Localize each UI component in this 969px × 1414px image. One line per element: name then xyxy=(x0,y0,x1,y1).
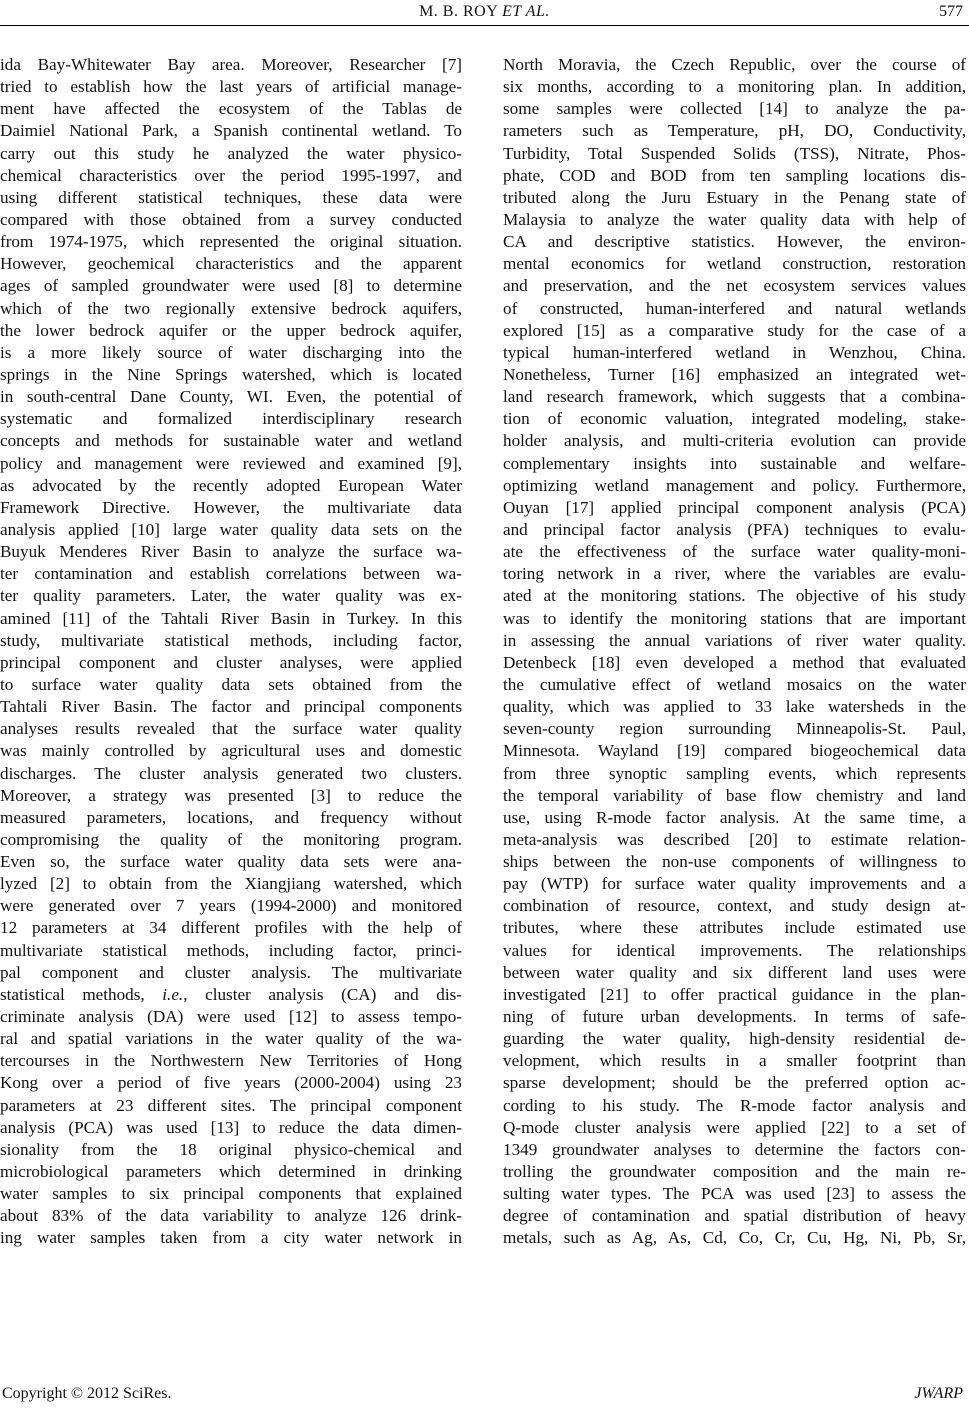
text-line: were generated over 7 years (1994-2000) and monitored xyxy=(0,896,462,916)
text-line: guarding the water quality, high-density residential de- xyxy=(503,1029,966,1049)
text-line: complementary insights into sustainable and welfare- xyxy=(503,453,966,473)
page-header xyxy=(0,0,969,26)
running-head-author: M. B. ROY xyxy=(419,3,498,20)
text-line: was to identify the monitoring stations that are important xyxy=(503,608,966,628)
running-head xyxy=(0,3,969,21)
page-number: 577 xyxy=(939,3,963,20)
text-line: amined [11] of the Tahtali River Basin in Turkey. In this xyxy=(0,608,462,628)
text-line: and principal factor analysis (PFA) techniques to evalu- xyxy=(503,519,966,539)
text-line: meta-analysis was described [20] to estimate relation- xyxy=(503,829,966,849)
text-line: using different statistical techniques, these data were xyxy=(0,187,462,207)
text-line: sparse development; should be the preferred option ac- xyxy=(503,1073,966,1093)
text-line: Minnesota. Wayland [19] compared biogeochemical data xyxy=(503,741,966,761)
text-line: seven-county region surrounding Minneapolis-St. Paul, xyxy=(503,719,966,739)
text-line: carry out this study he analyzed the water physico- xyxy=(0,143,462,163)
text-line: ships between the non-use components of willingness to xyxy=(503,852,966,872)
text-line: Detenbeck [18] even developed a method that evaluated xyxy=(503,652,966,672)
text-line: principal component and cluster analyses, were applied xyxy=(0,652,462,672)
text-line: mental economics for wetland construction, restoration xyxy=(503,254,966,274)
text-line: water samples to six principal components that explained xyxy=(0,1184,462,1204)
text-line: Nonetheless, Turner [16] emphasized an integrated wet- xyxy=(503,364,966,384)
text-line: ated at the monitoring stations. The objective of his study xyxy=(503,586,966,606)
text-line: sulting water types. The PCA was used [23] to assess the xyxy=(503,1184,966,1204)
text-line: However, geochemical characteristics and the apparent xyxy=(0,254,462,274)
text-line: combination of resource, context, and study design at- xyxy=(503,896,966,916)
text-line: the cumulative effect of wetland mosaics on the water xyxy=(503,674,966,694)
text-line: Moreover, a strategy was presented [3] to reduce the xyxy=(0,785,462,805)
text-line: analyses results revealed that the surface water quality xyxy=(0,719,462,739)
text-line: Turbidity, Total Suspended Solids (TSS), Nitrate, Phos- xyxy=(503,143,966,163)
text-line: systematic and formalized interdisciplinary research xyxy=(0,409,462,429)
text-line: typical human-interfered wetland in Wenzhou, China. xyxy=(503,342,966,362)
page-footer xyxy=(0,1385,969,1409)
text-line: Framework Directive. However, the multivariate data xyxy=(0,497,462,517)
text-line: North Moravia, the Czech Republic, over the course of xyxy=(503,55,966,74)
text-line: ate the effectiveness of the surface water quality-moni- xyxy=(503,542,966,562)
text-line: was mainly controlled by agricultural uses and domestic xyxy=(0,741,462,761)
text-line: measured parameters, locations, and frequency without xyxy=(0,807,462,827)
text-line: ning of future urban developments. In terms of safe- xyxy=(503,1007,966,1027)
text-line: cording to his study. The R-mode factor analysis and xyxy=(503,1095,966,1115)
text-line: Buyuk Menderes River Basin to analyze the surface wa- xyxy=(0,542,462,562)
text-line: tributed along the Juru Estuary in the Penang state of xyxy=(503,187,966,207)
text-line: Even so, the surface water quality data sets were ana- xyxy=(0,852,462,872)
text-line: degree of contamination and spatial distribution of heavy xyxy=(503,1206,966,1226)
text-line: multivariate statistical methods, including factor, princi- xyxy=(0,940,462,960)
text-line: 1349 groundwater analyses to determine the factors con- xyxy=(503,1139,966,1159)
text-line: compromising the quality of the monitoring program. xyxy=(0,829,462,849)
text-line: from 1974-1975, which represented the original situation. xyxy=(0,232,462,252)
text-line: metals, such as Ag, As, Cd, Co, Cr, Cu, Hg, Ni, Pb, Sr, xyxy=(503,1228,966,1248)
text-line: trolling the groundwater composition and the main re- xyxy=(503,1162,966,1182)
text-line: between water quality and six different land uses were xyxy=(503,962,966,982)
text-line: microbiological parameters which determined in drinking xyxy=(0,1162,462,1182)
text-line: values for identical improvements. The relationships xyxy=(503,940,966,960)
text-line: criminate analysis (DA) were used [12] to assess tempo- xyxy=(0,1007,462,1027)
text-line: Q-mode cluster analysis were applied [22] to a set of xyxy=(503,1117,966,1137)
text-line: the lower bedrock aquifer or the upper bedrock aquifer, xyxy=(0,320,462,340)
text-line: phate, COD and BOD from ten sampling locations dis- xyxy=(503,165,966,185)
text-line: tributes, where these attributes include estimated use xyxy=(503,918,966,938)
text-line: tried to establish how the last years of artificial manage- xyxy=(0,77,462,97)
right-text-column xyxy=(503,54,966,1250)
text-line: 12 parameters at 34 different profiles with the help of xyxy=(0,918,462,938)
text-line: parameters at 23 different sites. The principal component xyxy=(0,1095,462,1115)
running-head-etal: ET AL. xyxy=(502,3,550,20)
text-line: chemical characteristics over the period 1995-1997, and xyxy=(0,165,462,185)
text-line: statistical methods, i.e., cluster analysis (CA) and dis- xyxy=(0,984,462,1004)
text-line: of constructed, human-interfered and natural wetlands xyxy=(503,298,966,318)
text-line: to surface water quality data sets obtained from the xyxy=(0,674,462,694)
text-line: ment have affected the ecosystem of the Tablas de xyxy=(0,99,462,119)
text-line: holder analysis, and multi-criteria evolution can provide xyxy=(503,431,966,451)
text-line: toring network in a river, where the variables are evalu- xyxy=(503,564,966,584)
text-line: ages of sampled groundwater were used [8] to determine xyxy=(0,276,462,296)
text-line: land research framework, which suggests that a combina- xyxy=(503,387,966,407)
text-line: use, using R-mode factor analysis. At the same time, a xyxy=(503,807,966,827)
text-line: Tahtali River Basin. The factor and principal components xyxy=(0,697,462,717)
text-line: policy and management were reviewed and examined [9], xyxy=(0,453,462,473)
footer-copyright: Copyright © 2012 SciRes. xyxy=(2,1385,172,1402)
text-line: Daimiel National Park, a Spanish continental wetland. To xyxy=(0,121,462,141)
text-line: ter quality parameters. Later, the water quality was ex- xyxy=(0,586,462,606)
text-line: study, multivariate statistical methods, including factor, xyxy=(0,630,462,650)
text-line: the temporal variability of base flow chemistry and land xyxy=(503,785,966,805)
text-line: is a more likely source of water discharging into the xyxy=(0,342,462,362)
text-line: tion of economic valuation, integrated modeling, stake- xyxy=(503,409,966,429)
text-line: Ouyan [17] applied principal component analysis (PCA) xyxy=(503,497,966,517)
text-line: about 83% of the data variability to analyze 126 drink- xyxy=(0,1206,462,1226)
header-rule xyxy=(0,25,969,26)
text-line: springs in the Nine Springs watershed, which is located xyxy=(0,364,462,384)
text-line: as advocated by the recently adopted European Water xyxy=(0,475,462,495)
text-line: analysis (PCA) was used [13] to reduce the data dimen- xyxy=(0,1117,462,1137)
text-line: Malaysia to analyze the water quality data with help of xyxy=(503,209,966,229)
text-line: pay (WTP) for surface water quality improvements and a xyxy=(503,874,966,894)
text-line: pal component and cluster analysis. The multivariate xyxy=(0,962,462,982)
text-line: explored [15] as a comparative study for the case of a xyxy=(503,320,966,340)
text-line: velopment, which results in a smaller footprint than xyxy=(503,1051,966,1071)
text-line: and preservation, and the net ecosystem services values xyxy=(503,276,966,296)
text-line: tercourses in the Northwestern New Territories of Hong xyxy=(0,1051,462,1071)
text-line: ida Bay-Whitewater Bay area. Moreover, Researcher [7] xyxy=(0,55,462,74)
text-line: from three synoptic sampling events, which represents xyxy=(503,763,966,783)
text-line: lyzed [2] to obtain from the Xiangjiang watershed, which xyxy=(0,874,462,894)
text-line: quality, which was applied to 33 lake watersheds in the xyxy=(503,697,966,717)
text-line: concepts and methods for sustainable water and wetland xyxy=(0,431,462,451)
text-line: in south-central Dane County, WI. Even, the potential of xyxy=(0,387,462,407)
text-line: which of the two regionally extensive bedrock aquifers, xyxy=(0,298,462,318)
text-line: investigated [21] to offer practical guidance in the plan- xyxy=(503,984,966,1004)
text-line: discharges. The cluster analysis generated two clusters. xyxy=(0,763,462,783)
text-line: some samples were collected [14] to analyze the pa- xyxy=(503,99,966,119)
text-line: ter contamination and establish correlations between wa- xyxy=(0,564,462,584)
text-line: compared with those obtained from a survey conducted xyxy=(0,209,462,229)
left-text-column xyxy=(0,54,462,1250)
text-line: Kong over a period of five years (2000-2004) using 23 xyxy=(0,1073,462,1093)
text-line: in assessing the annual variations of river water quality. xyxy=(503,630,966,650)
text-line: CA and descriptive statistics. However, the environ- xyxy=(503,232,966,252)
text-line: ing water samples taken from a city water network in xyxy=(0,1228,462,1248)
text-line: six months, according to a monitoring plan. In addition, xyxy=(503,77,966,97)
text-line: sionality from the 18 original physico-chemical and xyxy=(0,1139,462,1159)
footer-journal: JWARP xyxy=(914,1385,963,1402)
text-line: optimizing wetland management and policy. Furthermore, xyxy=(503,475,966,495)
text-line: analysis applied [10] large water quality data sets on the xyxy=(0,519,462,539)
text-line: ral and spatial variations in the water quality of the wa- xyxy=(0,1029,462,1049)
text-line: rameters such as Temperature, pH, DO, Conductivity, xyxy=(503,121,966,141)
